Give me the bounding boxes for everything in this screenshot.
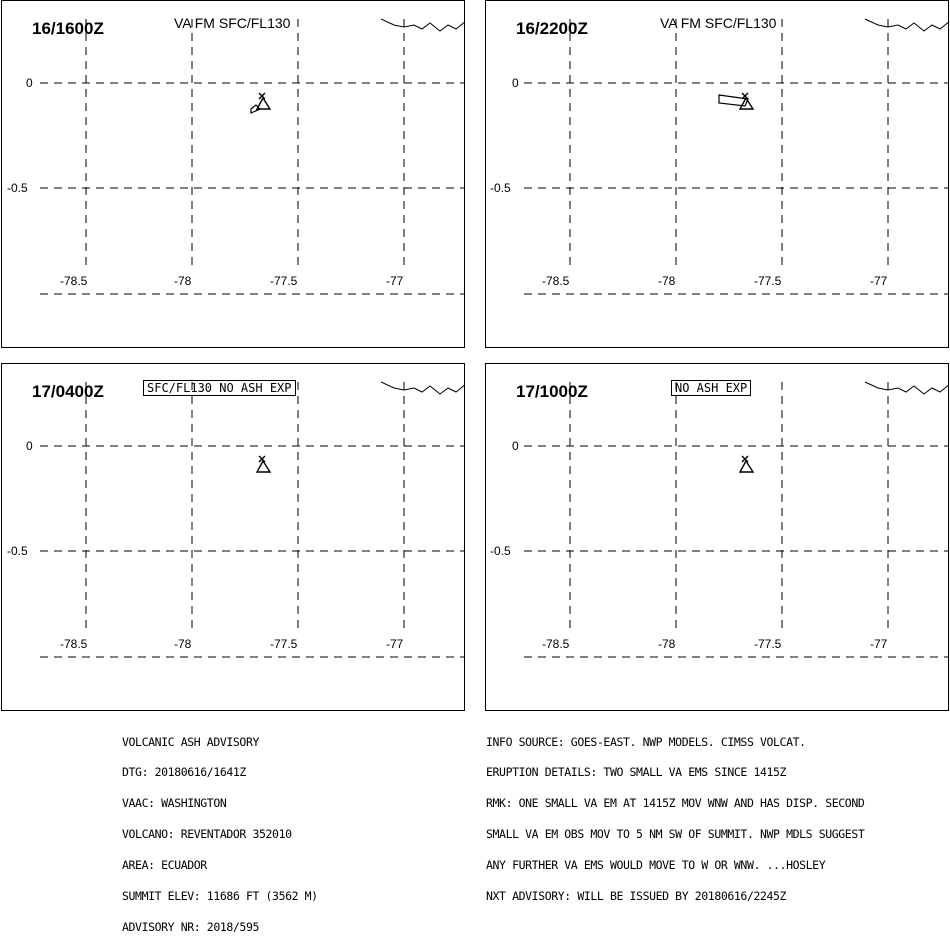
advisory-details-block bbox=[486, 716, 864, 912]
advisory-line: VAAC: WASHINGTON bbox=[122, 796, 227, 811]
advisory-line: VOLCANIC ASH ADVISORY bbox=[122, 734, 259, 749]
panel-header: NO ASH EXP bbox=[671, 380, 751, 396]
advisory-header-block bbox=[122, 716, 318, 943]
lon-label-78: -78 bbox=[658, 637, 676, 651]
coastline-icon bbox=[381, 382, 465, 394]
map-grid bbox=[2, 364, 465, 711]
lon-label-785: -78.5 bbox=[60, 637, 88, 651]
advisory-line: RMK: ONE SMALL VA EM AT 1415Z MOV WNW AND HAS DISP. SECOND bbox=[486, 796, 865, 811]
map-panel-3 bbox=[1, 363, 465, 711]
panel-header: SFC/FL130 NO ASH EXP bbox=[143, 380, 296, 396]
lat-label-0: 0 bbox=[26, 76, 33, 90]
volcano-triangle-icon bbox=[257, 93, 270, 109]
lat-label-0: 0 bbox=[512, 439, 519, 453]
lat-label-0: 0 bbox=[26, 439, 33, 453]
lon-label-775: -77.5 bbox=[270, 637, 298, 651]
coastline-icon bbox=[865, 19, 949, 31]
lon-label-785: -78.5 bbox=[542, 637, 570, 651]
map-panel-2 bbox=[485, 0, 949, 348]
lon-label-78: -78 bbox=[658, 274, 676, 288]
lat-label-05: -0.5 bbox=[7, 181, 28, 195]
advisory-line: NXT ADVISORY: WILL BE ISSUED BY 20180616/2245Z bbox=[486, 889, 787, 904]
lon-label-775: -77.5 bbox=[270, 274, 298, 288]
lon-label-77: -77 bbox=[870, 637, 888, 651]
map-grid bbox=[486, 364, 949, 711]
lat-label-0: 0 bbox=[512, 76, 519, 90]
advisory-line: VOLCANO: REVENTADOR 352010 bbox=[122, 827, 292, 842]
volcano-triangle-icon bbox=[740, 456, 753, 472]
advisory-line: INFO SOURCE: GOES-EAST. NWP MODELS. CIMSS VOLCAT. bbox=[486, 734, 806, 749]
lat-label-05: -0.5 bbox=[490, 181, 511, 195]
map-grid bbox=[2, 1, 465, 348]
volcano-triangle-icon bbox=[257, 456, 270, 472]
lon-label-77: -77 bbox=[870, 274, 888, 288]
panel-header: VA FM SFC/FL130 bbox=[660, 15, 777, 31]
lon-label-77: -77 bbox=[386, 637, 404, 651]
lat-label-05: -0.5 bbox=[490, 544, 511, 558]
lon-label-78: -78 bbox=[174, 637, 192, 651]
advisory-line: SUMMIT ELEV: 11686 FT (3562 M) bbox=[122, 889, 318, 904]
panel-header: VA FM SFC/FL130 bbox=[174, 15, 291, 31]
lon-label-775: -77.5 bbox=[754, 274, 782, 288]
coastline-icon bbox=[865, 382, 949, 394]
lon-label-785: -78.5 bbox=[542, 274, 570, 288]
lon-label-775: -77.5 bbox=[754, 637, 782, 651]
lon-label-78: -78 bbox=[174, 274, 192, 288]
lat-label-05: -0.5 bbox=[7, 544, 28, 558]
advisory-line: ERUPTION DETAILS: TWO SMALL VA EMS SINCE 1415Z bbox=[486, 765, 787, 780]
lon-label-77: -77 bbox=[386, 274, 404, 288]
map-grid bbox=[486, 1, 949, 348]
advisory-line: SMALL VA EM OBS MOV TO 5 NM SW OF SUMMIT. NWP MDLS SUGGEST bbox=[486, 827, 865, 842]
advisory-line: AREA: ECUADOR bbox=[122, 858, 207, 873]
panel-time: 17/1000Z bbox=[516, 382, 588, 401]
coastline-icon bbox=[381, 19, 465, 31]
panel-time: 16/2200Z bbox=[516, 19, 588, 38]
advisory-line: DTG: 20180616/1641Z bbox=[122, 765, 246, 780]
lon-label-785: -78.5 bbox=[60, 274, 88, 288]
map-panel-4 bbox=[485, 363, 949, 711]
map-panel-1 bbox=[1, 0, 465, 348]
panel-time: 16/1600Z bbox=[32, 19, 104, 38]
advisory-line: ANY FURTHER VA EMS WOULD MOVE TO W OR WNW. ...HOSLEY bbox=[486, 858, 826, 873]
panel-time: 17/0400Z bbox=[32, 382, 104, 401]
advisory-line: ADVISORY NR: 2018/595 bbox=[122, 919, 259, 934]
